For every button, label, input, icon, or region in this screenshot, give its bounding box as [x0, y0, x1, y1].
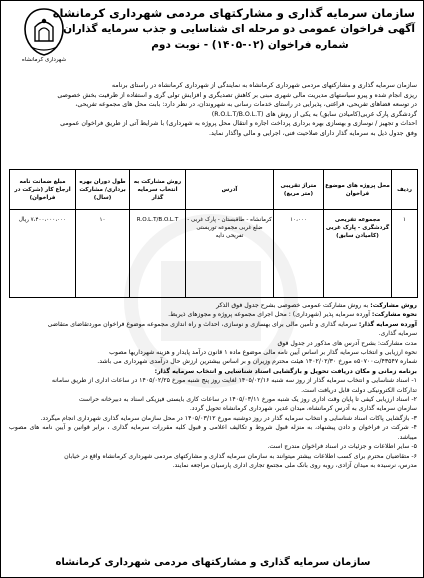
schedule-item: ۳- بازگشایی پاکات اسناد شناسایی و انتخاب سرمایه گذار در روز دوشنبه مورخ ۱۴۰۵/۰۳/۱۲ در محل سازمان سرمایه گذاری شهرداری انجام میگردد. — [40, 414, 417, 422]
schedule-item: ۲- اسناد ارزیابی کیفی تا پایان وقت اداری روز یک شنبه مورخ ۱۴۰۵/۰۳/۱۱ در ساعات کاری بایستی فیزیکی اسناد به دبیرخانه حراست — [78, 396, 417, 404]
body-line — [9, 301, 417, 310]
table-cell: مجموعه تفریحی گردشگری - پارک غربی (کامیادن سابق) — [324, 210, 392, 298]
table-cell: ۱۰ — [76, 210, 130, 298]
intro-line: در توسعه فضاهای تفریحی، فراغتی، پذیرایی در راستای خدمات رسانی به شهروندان، در نظر دارد: بابت محل های مجموعه تفریحی، — [75, 101, 417, 109]
schedule-item: مدرس، نرسیده به میدان آزادی، روبه روی بانک ملی مجتمع تجاری اداری پارسیان مراجعه نمایند. — [172, 461, 417, 469]
table-header-cell: روش مشارکت به انتخاب سرمایه گذار — [130, 170, 186, 210]
projects-table — [9, 169, 418, 298]
intro-paragraph — [9, 81, 417, 139]
table-row — [10, 210, 418, 298]
header-call-number: شماره فراخوان (۰۲-۱۴۰۵) - نوبت دوم — [151, 39, 349, 51]
table-cell: ۱ — [392, 210, 418, 298]
body-line: سرمایه گذاری. — [378, 330, 417, 338]
table-cell: R.O.L.T/B.O.L.T — [130, 210, 186, 298]
table-cell: کرمانشاه - طاقبستان - پارک غربی - ضلع غربی مجموعه توریستی تفریحی دایه — [186, 210, 274, 298]
kermanshah-emblem-icon — [21, 7, 67, 57]
body-value: سرمایه گذاری و تأمین مالی برای بهسازی و نوسازی، احداث و راه اندازی مجموعه موضوع فراخوان موردتقاضای متقاضی — [47, 320, 357, 328]
schedule-title: برنامه زمانی و مکان دریافت تحویل و بازگشایی اسناد شناسایی و انتخاب سرمایه گذار: — [154, 367, 417, 375]
body-line: شماره ۴۳۵۴۷/ت۵۰۷۰۰ه مورخ ۱۴۰۲/۰۲/۳۰ هیئت محترم وزیران و بر اساس بیشترین ارزش حال درآمدی شهرداری می باشد. — [97, 358, 417, 366]
table-header-cell: متراژ تقریبی (متر مربع) — [274, 170, 324, 210]
body-line: نحوه ارزیابی و انتخاب سرمایه گذار بر اساس آیین نامه مالی موضوع ماده ۱ قانون درآمد پایدار و هزینه شهرداریها مصوب — [109, 349, 417, 357]
schedule-item: تدارکات الکترونیکی دولت قابل دریافت است. — [301, 386, 417, 394]
table-header-cell: مبلغ ضمانت نامه ارجاع کار (شرکت در فراخوان) — [10, 170, 76, 210]
table-header-cell: محل پروژه های موضوع فراخوان — [324, 170, 392, 210]
header-subtitle: آگهی فراخوان عمومی دو مرحله ای شناسایی و جذب سرمایه گذاران — [63, 23, 415, 35]
body-value: به روش مشارکت عمومی خصوصی بشرح جدول فوق الذکر — [216, 302, 369, 309]
body-label: روش مشارکت: — [370, 302, 417, 309]
notice-footer: سازمان سرمایه گذاری و مشارکتهای مردمی شهرداری کرمانشاه — [55, 557, 371, 568]
intro-line: ریزی انجام شده و پیرو سیاستهای مدیریت مالی شهری مبنی بر کاهش تصدیگری و افزایش تولی گری و استفاده از ظرفیت بخش خصوصی — [57, 91, 417, 99]
table-cell: ۱۰،۰۰۰ — [274, 210, 324, 298]
schedule-item: ۱- اسناد شناسایی و انتخاب سرمایه گذار از روز سه شنبه ۱۴۰۵/۰۲/۱۶ لغایت روز پنج شنبه مورخ ۱۴۰۵/۰۲/۲۵ در ساعات اداری از طریق سامانه — [51, 377, 417, 385]
schedule-item: سازمان سرمایه گذاری به آدرس کرمانشاه، میدان غدیر، شهرداری کرمانشاه تحویل گردد. — [189, 405, 417, 413]
table-header-cell: ردیف — [392, 170, 418, 210]
table-header-row — [10, 170, 418, 210]
body-label: آورده سرمایه گذار: — [358, 320, 417, 328]
body-label: نحوه مشارکت: — [371, 311, 417, 319]
schedule-item: ۶- متقاضیان محترم برای کسب اطلاعات بیشتر میتوانند به سازمان سرمایه گذاری و مشارکتهای مردمی شهرداری کرمانشاه واقع در خیابان — [64, 452, 417, 460]
body-value: آورده سرمایه پذیر (شهرداری) : محل اجرای مجموعه پروژه و مجوزهای ذیربط. — [168, 311, 370, 319]
body-line: مدت مشارکت: بشرح آدرس های مذکور در جدول فوق — [277, 339, 417, 347]
intro-line: سازمان سرمایه گذاری و مشارکتهای مردمی شهرداری کرمانشاه به نمایندگی از شهرداری کرمانشاه در راستای برنامه — [111, 82, 417, 89]
table-cell: ۷،۴۰۰،۰۰۰،۰۰۰ ریال — [10, 210, 76, 298]
body-line — [9, 310, 417, 319]
schedule-item: ۵- سایر اطلاعات و جزئیات در اسناد فراخوان مندرج است. — [267, 443, 417, 451]
notice-body — [9, 301, 417, 470]
logo-caption: شهرداری کرمانشاه — [21, 57, 67, 63]
table-header-cell: طول دوران بهره برداری/ مشارکت (سال) — [76, 170, 130, 210]
body-line — [9, 320, 417, 329]
intro-line: احداث و تجهیز / نوسازی و بهسازی بهره برداری پرداخت اجاره و انتقال محل پروژه به شهرداری) با شرایط آتی از طریق فراخوان عمومی — [60, 120, 417, 128]
municipality-logo — [13, 7, 75, 71]
header-title: سازمان سرمایه گذاری و مشارکتهای مردمی شهرداری کرمانشاه — [52, 6, 415, 20]
intro-line: گردشگری پارک غربی(کامیادن سابق) به یکی از روش های (R.O.L.T/B.O.L.T) — [211, 110, 417, 118]
schedule-item: ۴- شرکت در فراخوان و دادن پیشنهاد، به منزله قبول شروط و تکالیف اعلامی و قبول کلیه مقررات سرمایه گذاری ، برابر قوانین و آیین نامه های مصوب میباشد. — [9, 424, 417, 441]
notice-header — [52, 5, 415, 53]
intro-line: وفق جدول ذیل به سرمایه گذار دارای صلاحیت فنی، اجرایی و مالی واگذار نماید. — [208, 129, 417, 137]
table-header-cell: آدرس — [186, 170, 274, 210]
